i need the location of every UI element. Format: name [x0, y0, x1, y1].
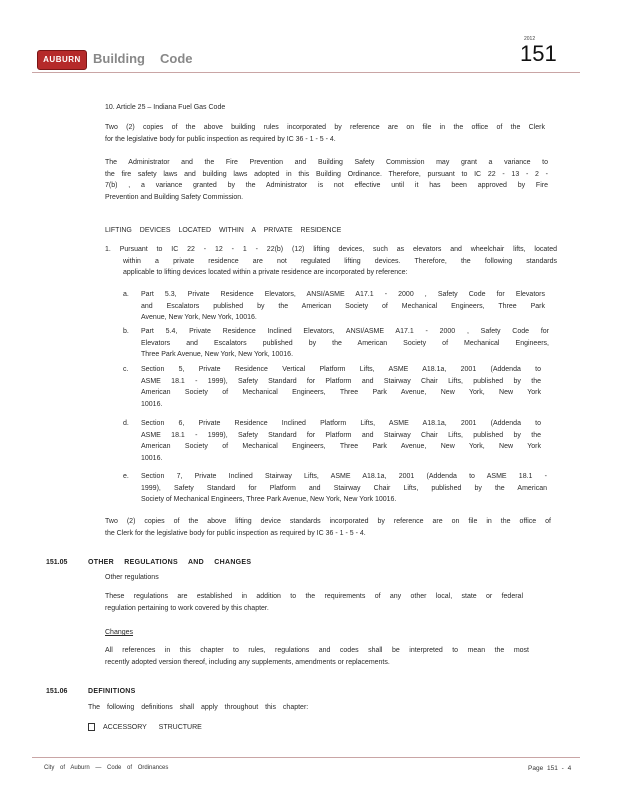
- subitem-d-line: Section 6, Private Residence Inclined Platform Lifts, ASME A18.1a, 2001 (Addenda to: [141, 420, 541, 427]
- header-page-number: 151: [520, 41, 557, 66]
- subitem-e-line: Section 7, Private Inclined Stairway Lifts, ASME A18.1a, 2001 (Addenda to ASME 18.1 -: [141, 473, 547, 480]
- section-15106-number: 151.06: [46, 688, 68, 695]
- section-15105-number: 151.05: [46, 559, 68, 566]
- subitem-letter-d: d.: [123, 420, 129, 427]
- subitem-a-line: and Escalators published by the American Society of Mechanical Engineers, Three Park: [141, 302, 545, 310]
- admin-line: Prevention and Building Safety Commission.: [105, 193, 244, 201]
- header-title-code: Code: [160, 51, 193, 66]
- copies-line: Two (2) copies of the above lifting device standards incorporated by reference are on file in the office of: [105, 518, 551, 525]
- admin-paragraph: [105, 157, 548, 203]
- subitem-e: [141, 471, 547, 506]
- item10-line: Two (2) copies of the above building rules incorporated by reference are on file in the office of the Clerk: [105, 124, 545, 131]
- subitem-letter-e: e.: [123, 473, 129, 480]
- item10-line: for the legislative body for public inspection as required by IC 36 - 1 - 5 - 4.: [105, 135, 336, 143]
- subitem-letter-b: b.: [123, 328, 129, 335]
- item10-heading: 10. Article 25 – Indiana Fuel Gas Code: [105, 104, 226, 111]
- header-title-building: Building: [93, 51, 145, 66]
- subitem-c-line: Section 5, Private Residence Vertical Platform Lifts, ASME A18.1a, 2001 (Addenda to: [141, 366, 541, 373]
- accessory-structure-label: ACCESSORY STRUCTURE: [103, 724, 202, 731]
- checkbox-square-icon: [88, 723, 95, 731]
- section-15105-title: OTHER REGULATIONS AND CHANGES: [88, 559, 252, 566]
- header-page-label: 2012: [524, 36, 536, 42]
- other-regulations-line: These regulations are established in addition to the requirements of any other local, state or federal: [105, 593, 523, 600]
- item1-paragraph: [105, 244, 557, 279]
- header-divider: [32, 72, 580, 73]
- copies-paragraph: [105, 516, 551, 539]
- subitem-c-line: ASME 18.1 - 1999), Safety Standard for Platform and Stairway Chair Lifts, published by the: [141, 377, 541, 385]
- changes-label: Changes: [105, 629, 134, 636]
- item1-line: within a private residence are not regulated lifting devices. Therefore, the following standards: [123, 257, 557, 265]
- subitem-d-line: 10016.: [141, 454, 163, 462]
- admin-line: The Administrator and the Fire Prevention and Building Safety Commission may grant a variance to: [105, 159, 548, 166]
- lifting-devices-heading: LIFTING DEVICES LOCATED WITHIN A PRIVATE RESIDENCE: [105, 227, 342, 234]
- definitions-intro: The following definitions shall apply throughout this chapter:: [88, 704, 309, 711]
- subitem-e-line: Society of Mechanical Engineers, Three Park Avenue, New York, New York 10016.: [141, 496, 397, 503]
- subitem-letter-a: a.: [123, 291, 129, 298]
- other-regulations-paragraph: [105, 591, 523, 614]
- section-15106-title: DEFINITIONS: [88, 688, 136, 695]
- changes-line: recently adopted version thereof, including any supplements, amendments or replacements.: [105, 658, 390, 666]
- copies-line: the Clerk for the legislative body for public inspection as required by IC 36 - 1 - 5 - 4.: [105, 529, 366, 537]
- accessory-structure-item: [88, 722, 202, 734]
- auburn-logo: AUBURN: [37, 50, 87, 70]
- subitem-b-line: Elevators and Escalators published by the American Society of Mechanical Engineers,: [141, 339, 549, 347]
- subitem-d-line: American Society of Mechanical Engineers, Three Park Avenue, New York, New York: [141, 443, 541, 450]
- subitem-d: [141, 418, 541, 464]
- subitem-a-line: Avenue, New York, New York, 10016.: [141, 314, 257, 321]
- footer-page-number: Page 151 - 4: [528, 765, 572, 772]
- other-regulations-label: Other regulations: [105, 574, 159, 581]
- subitem-e-line: 1999), Safety Standard for Platform and Stairway Chair Lifts, published by the American: [141, 484, 547, 492]
- admin-line: the fire safety laws and building laws adopted in this Building Ordinance. Therefore, pursuant to IC 22 - 13 - 2 -: [105, 170, 548, 178]
- subitem-b: [141, 326, 549, 361]
- item10-paragraph: [105, 122, 545, 145]
- subitem-b-line: Three Park Avenue, New York, New York, 10016.: [141, 351, 294, 358]
- subitem-d-line: ASME 18.1 - 1999), Safety Standard for Platform and Stairway Chair Lifts, published by the: [141, 431, 541, 439]
- admin-line: 7(b) , a variance granted by the Administrator is not effective until it has been approved by Fire: [105, 182, 548, 189]
- changes-paragraph: [105, 645, 529, 668]
- other-regulations-line: regulation pertaining to work covered by this chapter.: [105, 604, 269, 612]
- footer-divider: [32, 757, 580, 758]
- footer-left-text: City of Auburn — Code of Ordinances: [44, 765, 169, 771]
- item1-line: 1. Pursuant to IC 22 - 12 - 1 - 22(b) (12) lifting devices, such as elevators and wheelchair lifts, located: [105, 246, 557, 253]
- subitem-b-line: Part 5.4, Private Residence Inclined Elevators, ANSI/ASME A17.1 - 2000 , Safety Code for: [141, 328, 549, 335]
- subitem-c: [141, 364, 541, 410]
- item1-line: applicable to lifting devices located within a private residence are incorporated by reference:: [123, 269, 408, 276]
- subitem-a-line: Part 5.3, Private Residence Elevators, ANSI/ASME A17.1 - 2000 , Safety Code for Elevators: [141, 291, 545, 298]
- subitem-c-line: 10016.: [141, 400, 163, 408]
- subitem-a: [141, 289, 545, 324]
- subitem-letter-c: c.: [123, 366, 129, 373]
- changes-line: All references in this chapter to rules, regulations and codes shall be interpreted to mean the most: [105, 647, 529, 654]
- subitem-c-line: American Society of Mechanical Engineers, Three Park Avenue, New York, New York: [141, 389, 541, 396]
